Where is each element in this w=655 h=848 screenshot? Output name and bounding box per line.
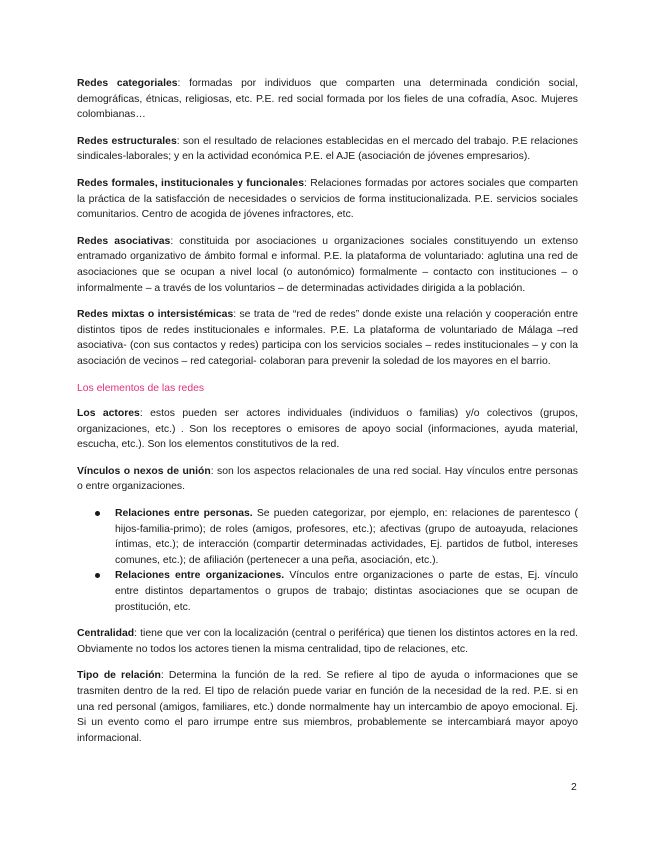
paragraph-redes-mixtas bbox=[77, 307, 578, 369]
bullet-icon bbox=[95, 511, 100, 516]
term-redes-formales: Redes formales, institucionales y funcionales bbox=[77, 177, 304, 189]
text-redes-formales: : Relaciones formadas por actores sociales que comparten la práctica de la satisfacción de necesidades o servicios de forma institucionalizada. P.E. servicios sociales comunitarios. Centro de acogida de jóvenes infractores, etc. bbox=[77, 177, 579, 221]
text-actores: : estos pueden ser actores individuales (individuos o familias) y/o colectivos (grupos, organizaciones, etc.) . Son los receptores o emisores de apoyo social (informaciones, ayuda material, escucha, etc.). Son los elementos constitutivos de la red. bbox=[77, 408, 578, 451]
term-centralidad: Centralidad bbox=[77, 628, 135, 640]
text-centralidad: : tiene que ver con la localización (central o periférica) que tienen los distintos actores en la red. Obviamente no todos los actores tienen la misma centralidad, tipo de relaciones, etc. bbox=[77, 628, 578, 655]
paragraph-redes-categoriales bbox=[77, 76, 578, 123]
bullet-text: Se pueden categorizar, por ejemplo, en: relaciones de parentesco ( hijos-familia-primo); de roles (amigos, profesores, etc.); afectivas (grupo de autoayuda, relaciones íntimas, etc.); de interacción (compartir determinadas actividades, Ej. partidos de futbol, intereses comunes, etc.); de afiliación (pertenecer a una peña, asociación, etc.). bbox=[115, 508, 578, 566]
term-redes-mixtas: Redes mixtas o intersistémicas bbox=[77, 309, 234, 321]
text-redes-asociativas: : constituida por asociaciones u organizaciones sociales constituyendo un extenso entramado organizativo de ámbito formal e informal. P.E. la plataforma de voluntariado: aglutina una red de asociaciones que se ocupan a nivel local (o autonómico) formalmente – contacto con instituciones – o informalmente – a través de los voluntarios – de determinadas actividades dirigida a la población. bbox=[77, 235, 578, 294]
text-redes-mixtas: : se trata de “red de redes” donde existe una relación y cooperación entre distintos tipos de redes institucionales e informales. P.E. La plataforma de voluntariado de Málaga –red asociativa- (con sus contactos y redes) participa con los servicios sociales – redes institucionales – y con la asociación de vecinos – red categorial- colaboran para prevenir la soledad de los mayores en el barrio. bbox=[77, 309, 578, 367]
bullet-icon bbox=[95, 573, 100, 578]
bullet-term: Relaciones entre organizaciones. bbox=[115, 570, 285, 582]
document-page bbox=[77, 76, 578, 746]
term-redes-categoriales: Redes categoriales bbox=[77, 78, 178, 89]
term-tipo-relacion: Tipo de relación bbox=[77, 670, 161, 682]
bullet-list bbox=[77, 506, 578, 615]
term-redes-estructurales: Redes estructurales bbox=[77, 135, 177, 147]
text-redes-estructurales: : son el resultado de relaciones establecidas en el mercado del trabajo. P.E relaciones sindicales-laborales; y en la actividad económica P.E. el AJE (asociación de jóvenes empresarios). bbox=[77, 135, 579, 163]
list-item bbox=[77, 568, 578, 615]
term-actores: Los actores bbox=[77, 408, 140, 420]
list-item bbox=[77, 506, 578, 568]
paragraph-redes-estructurales bbox=[77, 134, 578, 165]
bullet-term: Relaciones entre personas. bbox=[115, 508, 253, 520]
text-vinculos: : son los aspectos relacionales de una red social. Hay vínculos entre personas o entre organizaciones. bbox=[77, 465, 578, 493]
paragraph-vinculos bbox=[77, 464, 578, 495]
paragraph-redes-asociativas bbox=[77, 234, 578, 296]
paragraph-centralidad bbox=[77, 626, 578, 657]
term-vinculos: Vínculos o nexos de unión bbox=[77, 465, 211, 477]
paragraph-redes-formales bbox=[77, 176, 578, 223]
bullet-text: Vínculos entre organizaciones o parte de estas, Ej. vínculo entre distintos departamentos o grupos de trabajo; distintas asociaciones que se ocupan de prostitución, etc. bbox=[115, 570, 579, 613]
text-redes-categoriales: : formadas por individuos que comparten una determinada condición social, demográficas, étnicas, religiosas, etc. P.E. red social formada por los fieles de una cofradía, Asoc. Mujeres colombianas… bbox=[77, 78, 579, 121]
section-heading: Los elementos de las redes bbox=[77, 382, 205, 394]
page-number: 2 bbox=[571, 782, 577, 793]
paragraph-tipo-relacion bbox=[77, 668, 578, 746]
paragraph-actores bbox=[77, 406, 578, 453]
text-tipo-relacion: : Determina la función de la red. Se refiere al tipo de ayuda o informaciones que se trasmiten dentro de la red. El tipo de relación puede variar en función de la necesidad de la red. P.E. si en una red personal (amigos, familiares, etc.) donde normalmente hay un intercambio de apoyo emocional. Ej. Si un evento como el paro irrumpe entre sus miembros, probablemente se intercambiará mayor apoyo informacional. bbox=[77, 670, 578, 744]
term-redes-asociativas: Redes asociativas bbox=[77, 235, 171, 247]
